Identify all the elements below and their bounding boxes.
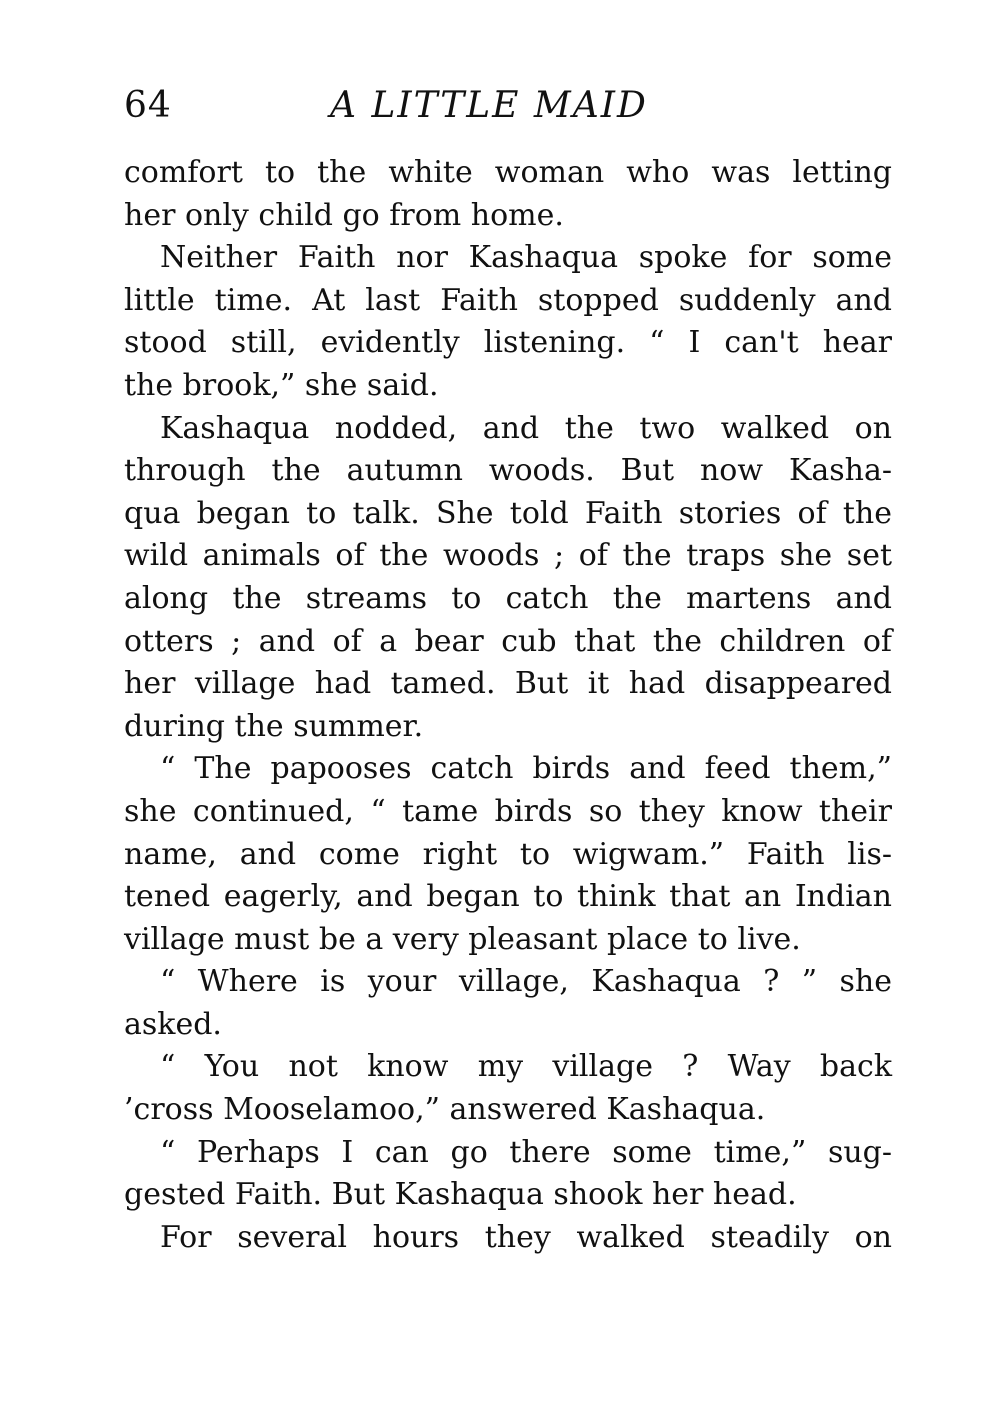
text-line: her only child go from home. [124,197,564,233]
text-line: qua began to talk. She told Faith stories of the [124,495,892,531]
text-line: comfort to the white woman who was letting [124,155,892,190]
text-line: “ Where is your village, Kashaqua ? ” she [160,964,892,1000]
text-line: tened eagerly, and began to think that an Indian [124,879,892,915]
text-line: during the summer. [124,708,424,744]
text-line: “ The papooses catch birds and feed them,” [160,751,892,787]
text-line: along the streams to catch the martens and [124,580,892,616]
body-text [124,152,892,1259]
text-line: through the autumn woods. But now Kasha- [124,453,892,489]
text-line: name, and come right to wigwam.” Faith lis- [124,836,892,872]
text-line: her village had tamed. But it had disappeared [124,666,892,702]
text-line: “ Perhaps I can go there some time,” sug- [160,1134,892,1170]
text-line: the brook,” she said. [124,367,439,403]
text-line: asked. [124,1006,222,1042]
text-line: gested Faith. But Kashaqua shook her head. [124,1177,797,1213]
text-line: otters ; and of a bear cub that the children of [124,623,892,659]
text-line: “ You not know my village ? Way back [160,1049,892,1085]
running-title: A LITTLE MAID [330,85,648,126]
text-line: little time. At last Faith stopped suddenly and [124,282,892,318]
text-line: Neither Faith nor Kashaqua spoke for some [160,240,892,276]
text-line: wild animals of the woods ; of the traps she set [124,538,892,574]
text-line: stood still, evidently listening. “ I can't hear [124,325,892,361]
text-line: village must be a very pleasant place to live. [124,921,801,957]
text-line: ’cross Mooselamoo,” answered Kashaqua. [124,1092,766,1128]
text-line: For several hours they walked steadily on [160,1219,892,1255]
text-line: Kashaqua nodded, and the two walked on [160,410,892,446]
page-number: 64 [124,85,172,126]
text-line: she continued, “ tame birds so they know their [124,793,892,829]
